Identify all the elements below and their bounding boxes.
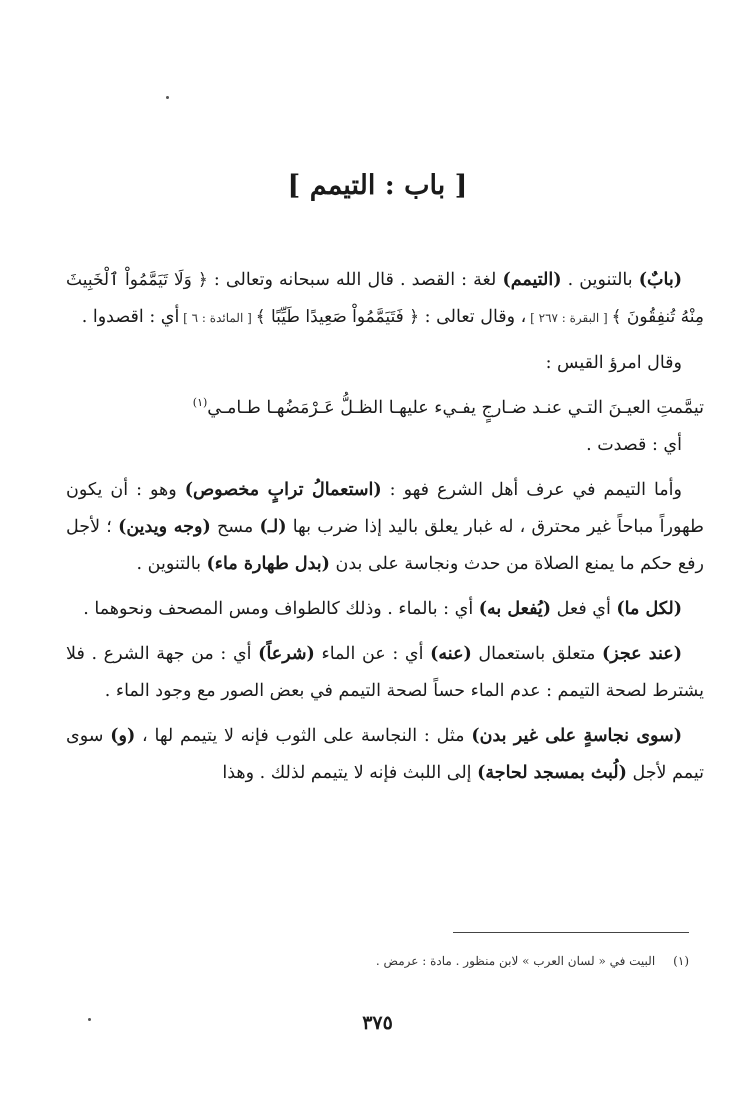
text-span: أي : اقصدوا . [81, 307, 180, 327]
matn-text: (سوى نجاسةٍ على غير بدن) [471, 726, 682, 746]
text-span: بالتنوين . [561, 270, 639, 290]
text-span: إلى اللبث فإنه لا يتيمم لذلك . وهذا [222, 763, 478, 783]
footnote-text: البيت في « لسان العرب » لابن منظور . مادة : عرمض . [375, 954, 656, 968]
quran-reference: [ البقرة : ٢٦٧ ] [526, 311, 612, 325]
matn-text: (لـ) [259, 517, 287, 537]
text-span: ؛ لأجل رفع حكم ما يمنع الصلاة من حدث ونجاسة على بدن [66, 517, 704, 574]
matn-text: (يُفعل به) [478, 599, 552, 619]
text-span: سوى تيمم لأجل [66, 726, 704, 783]
term-tayammum: (التيمم) [502, 270, 562, 290]
text-span: مثل : النجاسة على الثوب فإنه لا يتيمم لها ، [135, 726, 472, 746]
text-span: مسح [210, 517, 260, 537]
section-heading: [ باب : التيمم ] [287, 170, 468, 201]
term-bab: (بابٌ) [638, 270, 682, 290]
matn-text: (و) [110, 726, 136, 746]
quran-verse: ﴿ فَتَيَمَّمُواْ صَعِيدًا طَيِّبًا ﴾ [255, 307, 420, 327]
text-span: أي : عن الماء [314, 644, 431, 664]
scan-speck [88, 1018, 91, 1021]
text-span: أي : بالماء . وذلك كالطواف ومس المصحف ونحوهما . [83, 599, 479, 619]
matn-text: (شرعاً) [258, 644, 315, 664]
footnote [51, 951, 689, 971]
paragraph-inability [66, 636, 704, 710]
quran-verse: ﴿ وَلَا تَيَمَّمُواْ ٱلْخَبِيثَ مِنْهُ تُنفِقُونَ ﴾ [66, 270, 704, 327]
text-span: ، وقال تعالى : [419, 307, 527, 327]
paragraph-shar-definition [66, 472, 704, 583]
body-text [66, 262, 704, 800]
quran-reference: [ المائدة : ٦ ] [179, 311, 256, 325]
paragraph-poet-intro: وقال امرؤ القيس : [545, 353, 682, 373]
matn-text: (عنه) [430, 644, 472, 664]
paragraph-definition [66, 262, 704, 337]
poetry-verse [66, 390, 704, 427]
text-span: أي فعل [551, 599, 617, 619]
footnote-number: (١) [673, 954, 689, 968]
paragraph-meaning: أي : قصدت . [586, 435, 682, 455]
text-span: أي : من جهة الشرع . فلا يشترط لصحة التيمم : عدم الماء حساً لصحة التيمم في بعض الصور مع وجود الماء . [66, 644, 704, 701]
page-number: ٣٧٥ [362, 1012, 393, 1034]
matn-text: (بدل طهارة ماء) [206, 554, 330, 574]
matn-text: (عند عجز) [601, 644, 682, 664]
text-span: لغة : القصد . قال الله سبحانه وتعالى : [207, 270, 503, 290]
paragraph-exceptions [66, 718, 704, 792]
matn-text: (لُبث بمسجد لحاجة) [477, 763, 627, 783]
matn-text: (لكل ما) [616, 599, 682, 619]
footnote-marker: (١) [192, 396, 208, 410]
verse-text: تيمَّمتِ العيـنَ التـي عنـد ضـارجٍ يفـيء عليهـا الظـلُّ عَـرْمَضُهـا طـامـي [207, 398, 704, 418]
text-span: وهو : أن يكون طهوراً مباحاً غير محترق ، له غبار يعلق باليد إذا ضرب بها [66, 480, 704, 537]
paragraph-purpose [66, 591, 704, 628]
footnote-divider [453, 932, 689, 933]
scan-speck [166, 96, 169, 99]
text-span: وأما التيمم في عرف أهل الشرع فهو : [381, 480, 682, 500]
matn-text: (استعمالُ ترابٍ مخصوص) [184, 480, 382, 500]
matn-text: (وجه ويدين) [118, 517, 211, 537]
text-span: متعلق باستعمال [471, 644, 602, 664]
text-span: بالتنوين . [136, 554, 207, 574]
